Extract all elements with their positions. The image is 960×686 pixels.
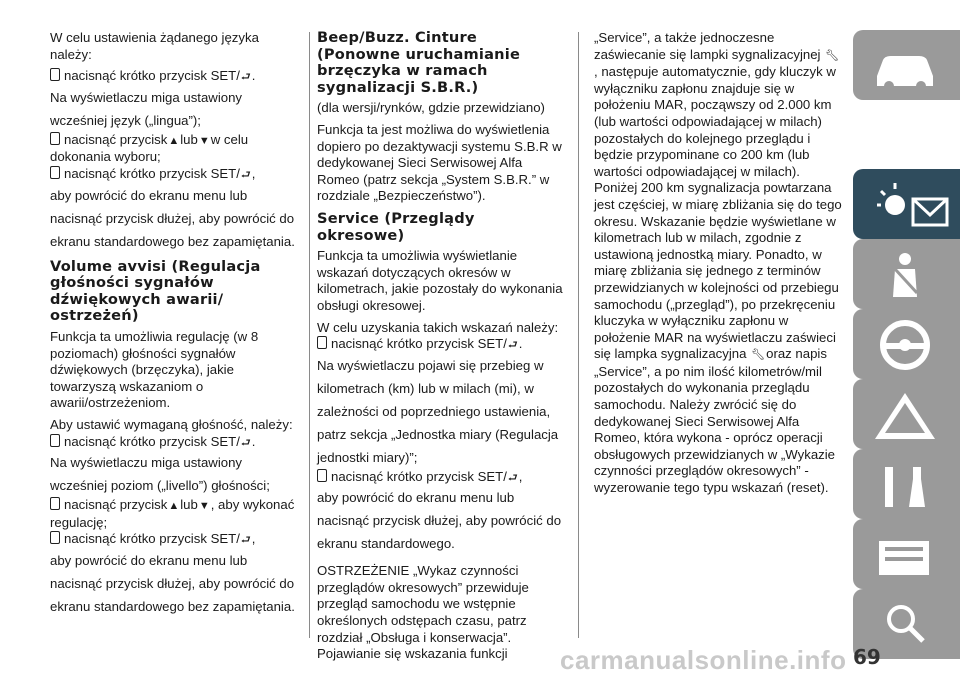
tab-warning-lights[interactable] [853, 169, 960, 239]
checkbox-bullet-icon [317, 336, 327, 349]
checkbox-bullet-icon [50, 531, 60, 544]
tab-technical-data[interactable] [853, 519, 960, 589]
column-2 [317, 30, 565, 668]
checkbox-bullet-icon [50, 497, 60, 510]
body-text: oraz napis „Service”, a po nim ilość kilometrów/mil pozostałych do wykonania przeglądu samochodu. Należy zwrócić się do dedykowanej Sieci Serwisowej Alfa Romeo, która wykona - oprócz operacji obsługowych przewidzianych w „Wykazie czynności przeglądów okresowych” - wyzerowanie tego typu wskazań (reset). [594, 346, 836, 496]
body-text: aby powrócić do ekranu menu lub nacisnąć przycisk dłużej, aby powrócić do ekranu standardowego bez zapamiętania. [50, 187, 295, 249]
step-press-set: nacisnąć krótko przycisk SET/⮐. [317, 336, 565, 354]
car-return-icon: ⮐ [507, 471, 518, 484]
car-return-icon: ⮐ [240, 436, 251, 449]
tools-icon [865, 457, 945, 513]
car-icon [865, 38, 945, 92]
section-heading-beep: Beep/Buzz. Cinture (Ponowne uruchamianie brzęczyka w ramach sygnalizacji S.B.R.) [317, 29, 521, 96]
checkbox-bullet-icon [50, 166, 60, 179]
body-text: Na wyświetlaczu miga ustawiony wcześniej język („lingua”); [50, 89, 243, 128]
warning-text: OSTRZEŻENIE „Wykaz czynności przeglądów okresowych” przewiduje przegląd samochodu we wstępnie określonych odstępach czasu, patrz rozdział „Obsługa i konserwacja”. Pojawianie się wskazania funkcji [317, 563, 529, 662]
step-press-arrows: nacisnąć przycisk▲lub▼w celu dokonania wyboru; [50, 131, 249, 165]
car-return-icon: ⮐ [240, 534, 251, 547]
column-divider-1 [309, 32, 310, 638]
page-number: 69 [853, 645, 881, 669]
body-text: Na wyświetlaczu miga ustawiony wcześniej poziom („livello”) głośności; [50, 455, 270, 494]
body-text: „Service”, a także jednoczesne zaświecanie się lampki sygnalizacyjnej [594, 30, 821, 62]
column-divider-2 [578, 32, 579, 638]
car-return-icon: ⮐ [507, 339, 518, 352]
step-press-set: nacisnąć krótko przycisk SET/⮐, [50, 531, 298, 549]
checkbox-bullet-icon [50, 132, 60, 145]
wrench-icon: 🔧︎ [751, 349, 766, 362]
warning-lights-icon [865, 177, 955, 235]
intro-text: W celu ustawienia żądanego języka należy: [50, 30, 259, 62]
section-heading-volume: Volume avvisi (Regulacja głośności sygnałów dźwiękowych awarii/ ostrzeżeń) [50, 257, 261, 325]
body-text: W celu uzyskania takich wskazań należy: [317, 319, 559, 335]
step-press-arrows: nacisnąć przycisk▲lub▼, aby wykonać regulację; [50, 497, 295, 530]
body-text: , następuje automatycznie, gdy kluczyk w wyłączniku zapłonu znajduje się w położeniu MAR, począwszy od 2.000 km (lub wartości odpowiadającej w milach) pozostałych do kolejnego przeglądu i będzie przypominane co 200 km (lub wartości odpowiadającej w milach). Poniżej 200 km sygnalizacja powtarzana jest częściej, w miarę zbliżania się do tego okresu. Wskazanie będzie wyświetlane w kilometrach lub w milach, zgodnie z ustawioną jednostką miary. Ponadto, w miarę zbliżania się jednego z terminów przewidzianych w kolejności od przebiegu samochodu („przegląd”), po przekręceniu kluczyka w wyłączniku zapłonu w położenie MAR na wyświetlaczu zaświeci się lampka sygnalizacyjna [594, 64, 842, 362]
section-heading-service: Service (Przeglądy okresowe) [317, 209, 475, 244]
watermark: carmanualsonline.info [560, 645, 847, 675]
checkbox-bullet-icon [50, 434, 60, 447]
step-press-set: nacisnąć krótko przycisk SET/⮐, [50, 166, 298, 184]
arrow-up-icon: ▲ [168, 134, 180, 147]
car-return-icon: ⮐ [240, 168, 251, 181]
tab-maintenance[interactable] [853, 449, 960, 519]
car-return-icon: ⮐ [240, 71, 251, 84]
seatbelt-icon [865, 247, 945, 303]
checkbox-bullet-icon [317, 469, 327, 482]
tab-driving[interactable] [853, 309, 960, 379]
arrow-down-icon: ▼ [198, 134, 210, 147]
chapter-tabs [853, 30, 960, 640]
steering-wheel-icon [865, 317, 945, 373]
body-text: aby powrócić do ekranu menu lub nacisnąć przycisk dłużej, aby powrócić do ekranu standardowego. [317, 490, 562, 552]
technical-data-icon [865, 527, 945, 583]
checkbox-bullet-icon [50, 68, 60, 81]
tab-safety[interactable] [853, 239, 960, 309]
tab-car-icon[interactable] [853, 30, 960, 100]
body-text: (dla wersji/rynków, gdzie przewidziano) [317, 100, 545, 116]
column-3 [594, 30, 842, 497]
column-1 [50, 30, 298, 618]
body-text: Funkcja ta umożliwia regulację (w 8 poziomach) głośności sygnałów dźwiękowych (brzęczyka), jakie towarzyszą wskazaniom o awarii/ostrzeżeniom. [50, 328, 259, 411]
tab-emergency[interactable] [853, 379, 960, 449]
body-text: aby powrócić do ekranu menu lub nacisnąć przycisk dłużej, aby powrócić do ekranu standardowego bez zapamiętania. [50, 552, 295, 614]
step-press-set: nacisnąć krótko przycisk SET/⮐, [317, 469, 565, 487]
step-press-set: nacisnąć krótko przycisk SET/⮐. [50, 434, 298, 452]
wrench-icon: 🔧︎ [825, 49, 840, 62]
body-text: Funkcja ta umożliwia wyświetlanie wskazań dotyczących okresów w kilometrach, jakie pozostały do wykonania obsługi okresowej. [317, 248, 563, 313]
body-text: Funkcja ta jest możliwa do wyświetlenia dopiero po dezaktywacji systemu S.B.R w dedykowanej Sieci Serwisowej Alfa Romeo (patrz sekcja „System S.B.R.” w rozdziale „Bezpieczeństwo”). [317, 121, 562, 204]
step-press-set: nacisnąć krótko przycisk SET/⮐. [50, 68, 298, 86]
body-text: Aby ustawić wymaganą głośność, należy: [50, 416, 293, 432]
arrow-up-icon: ▲ [168, 500, 180, 513]
body-text: Na wyświetlaczu pojawi się przebieg w kilometrach (km) lub w milach (mi), w zależności od poprzedniego ustawienia, patrz sekcja „Jednostka miary (Regulacja jednostki miary)”; [317, 357, 559, 465]
index-icon [865, 597, 945, 647]
arrow-down-icon: ▼ [198, 500, 210, 513]
warning-triangle-icon [865, 387, 945, 443]
